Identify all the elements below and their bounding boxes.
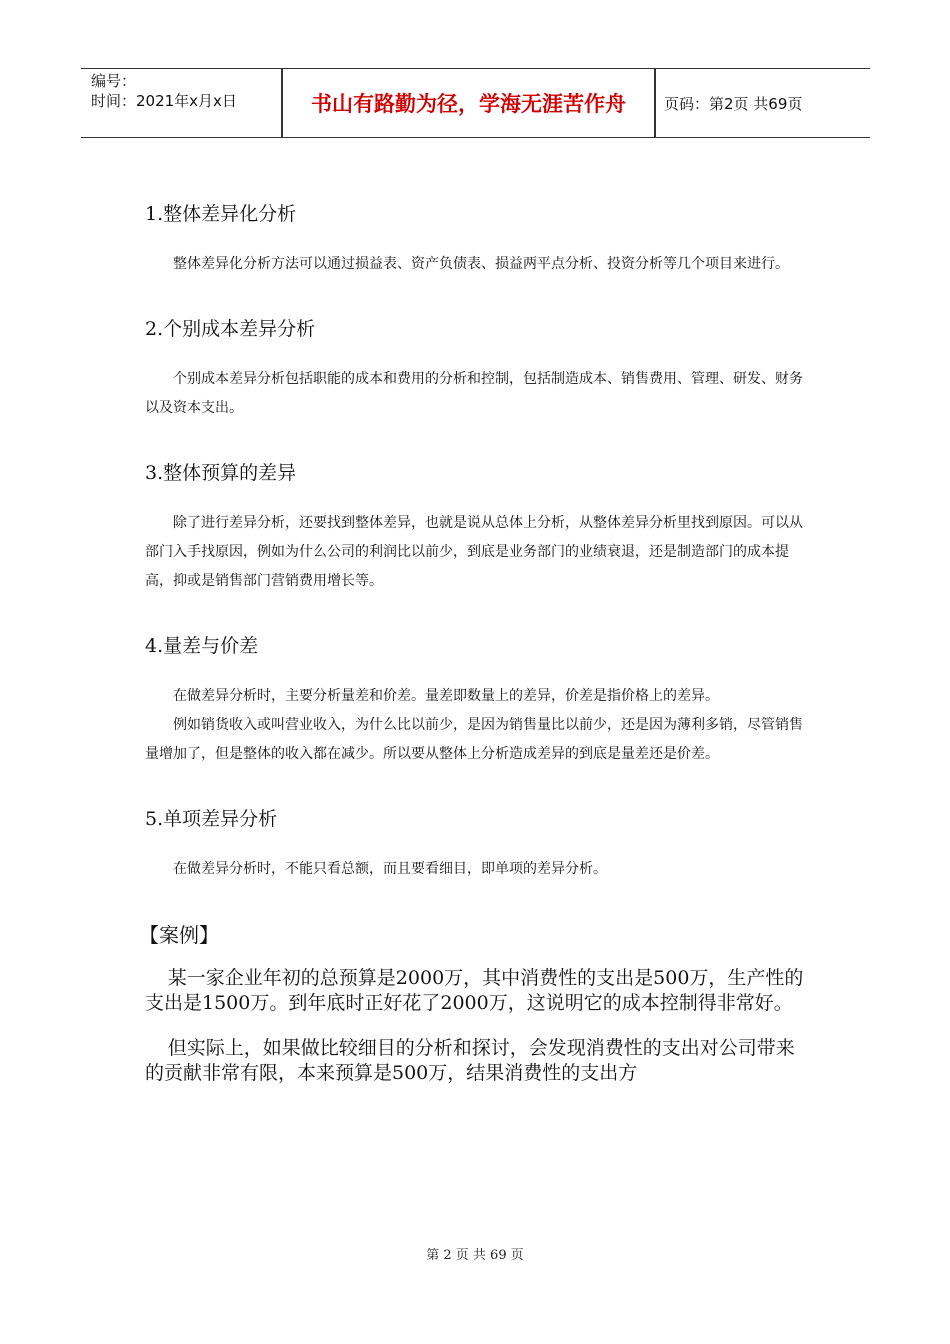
section-title: 4.量差与价差 xyxy=(145,635,259,657)
case-title: 【案例】 xyxy=(139,923,219,947)
section-title: 2.个别成本差异分析 xyxy=(145,318,316,340)
section-paragraph: 例如销货收入或叫营业收入，为什么比以前少，是因为销售量比以前少，还是因为薄利多销，尽管销售量增加了，但是整体的收入都在减少。所以要从整体上分析造成差异的到底是量差还是价差。 xyxy=(145,717,803,762)
section-paragraph: 在做差异分析时，不能只看总额，而且要看细目，即单项的差异分析。 xyxy=(173,861,607,877)
header-page-info: 页码：第2页 共69页 xyxy=(664,94,803,113)
page-header xyxy=(81,68,870,138)
document-number-label: 编号： xyxy=(91,72,137,90)
section-title: 3.整体预算的差异 xyxy=(145,462,297,484)
case-paragraph: 某一家企业年初的总预算是2000万，其中消费性的支出是500万，生产性的支出是1500万。到年底时正好花了2000万，这说明它的成本控制得非常好。 xyxy=(145,967,804,1014)
section-paragraph: 在做差异分析时，主要分析量差和价差。量差即数量上的差异，价差是指价格上的差异。 xyxy=(173,688,719,704)
header-meta xyxy=(81,69,281,137)
section-paragraph: 整体差异化分析方法可以通过损益表、资产负债表、损益两平点分析、投资分析等几个项目来进行。 xyxy=(173,256,789,272)
section-paragraph: 个别成本差异分析包括职能的成本和费用的分析和控制，包括制造成本、销售费用、管理、研发、财务以及资本支出。 xyxy=(145,371,803,416)
section-title: 5.单项差异分析 xyxy=(145,808,278,830)
section-4 xyxy=(145,632,810,769)
document-date: 时间：2021年x月x日 xyxy=(91,92,237,110)
page-footer: 第 2 页 共 69 页 xyxy=(426,1248,524,1263)
header-motto: 书山有路勤为径，学海无涯苦作舟 xyxy=(311,92,626,116)
case-study xyxy=(139,920,810,1086)
case-paragraph: 但实际上，如果做比较细目的分析和探讨，会发现消费性的支出对公司带来的贡献非常有限，本来预算是500万，结果消费性的支出方 xyxy=(145,1037,795,1084)
header-divider xyxy=(654,69,656,137)
section-3 xyxy=(145,459,810,596)
section-title: 1.整体差异化分析 xyxy=(145,203,297,225)
section-paragraph: 除了进行差异分析，还要找到整体差异，也就是说从总体上分析，从整体差异分析里找到原因。可以从部门入手找原因，例如为什么公司的利润比以前少，到底是业务部门的业绩衰退，还是制造部门的成本提高，抑或是销售部门营销费用增长等。 xyxy=(145,515,803,589)
section-1 xyxy=(145,200,810,279)
section-5 xyxy=(145,805,810,884)
section-2 xyxy=(145,315,810,423)
document-body xyxy=(139,200,810,1106)
